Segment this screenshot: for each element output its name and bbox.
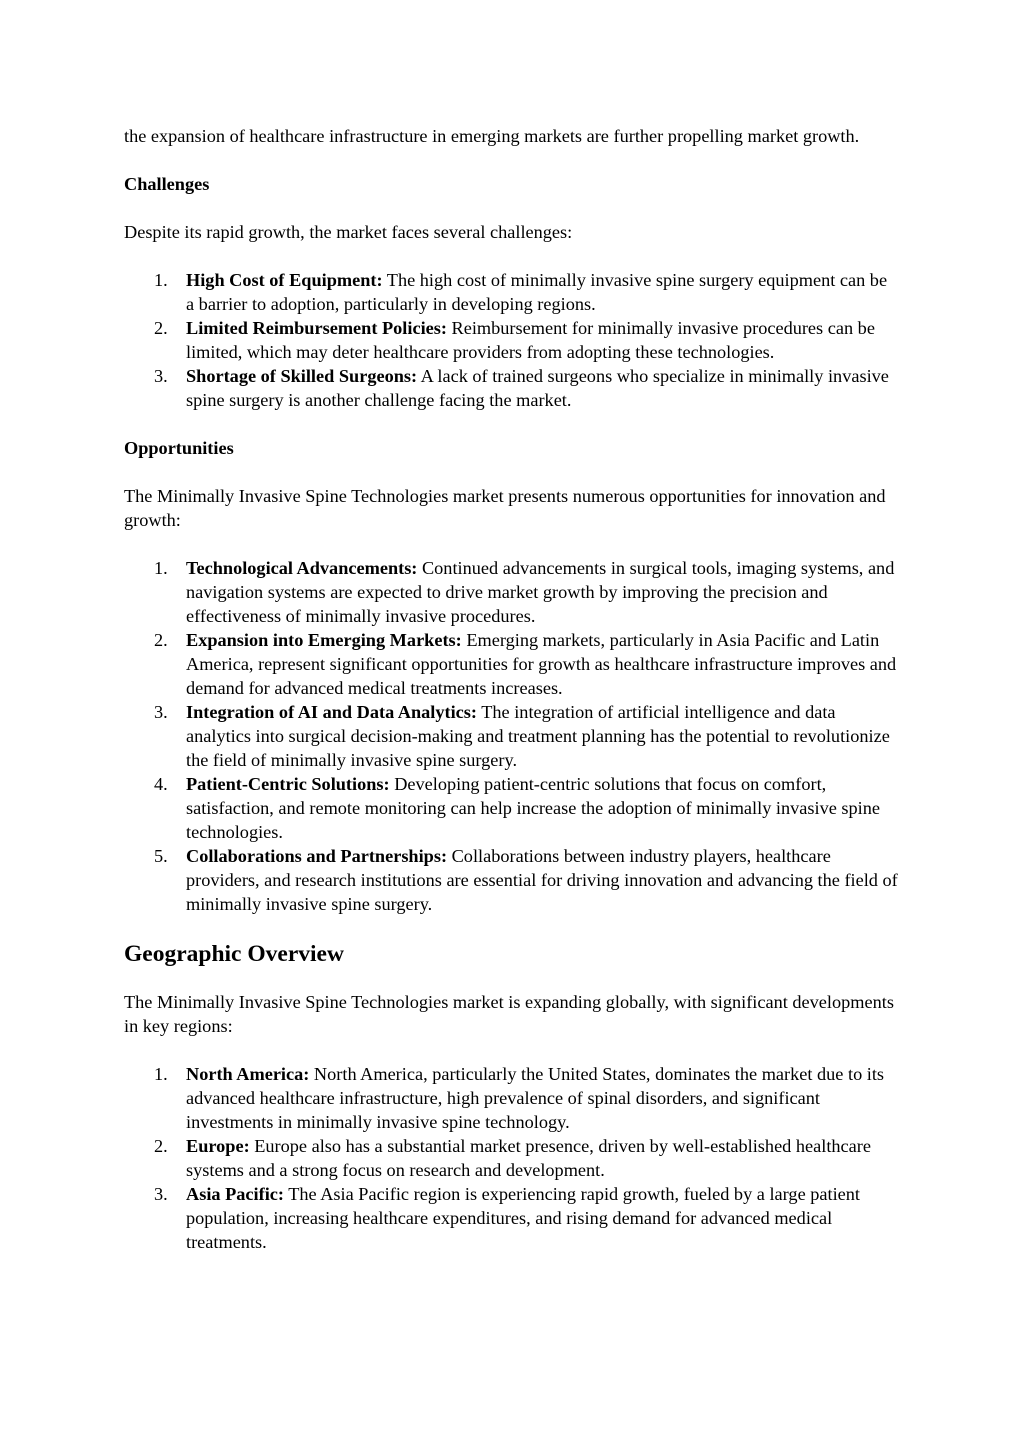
list-text: The Asia Pacific region is experiencing rapid growth, fueled by a large patient population, increasing healthcare expenditures, and rising demand for advanced medical treatments. <box>186 1184 860 1252</box>
geographic-lead: The Minimally Invasive Spine Technologies market is expanding globally, with significant developments in key regions: <box>124 992 894 1036</box>
list-item <box>124 364 899 412</box>
list-text: Emerging markets, particularly in Asia Pacific and Latin America, represent significant opportunities for growth as healthcare infrastructure improves and demand for advanced medical treatments increases. <box>186 630 897 698</box>
list-item <box>124 700 899 772</box>
list-number: 3. <box>154 366 168 386</box>
list-item <box>124 316 899 364</box>
list-term: Limited Reimbursement Policies: <box>186 318 447 338</box>
list-item <box>124 1134 899 1182</box>
list-term: North America: <box>186 1064 310 1084</box>
list-text: Collaborations between industry players, healthcare providers, and research institutions are essential for driving innovation and advancing the field of minimally invasive spine surgery. <box>186 846 898 914</box>
list-text: The high cost of minimally invasive spine surgery equipment can be a barrier to adoption, particularly in developing regions. <box>186 270 888 314</box>
list-number: 3. <box>154 702 168 722</box>
list-text: North America, particularly the United States, dominates the market due to its advanced healthcare infrastructure, high prevalence of spinal disorders, and significant investments in minimally invasive spine technology. <box>186 1064 885 1132</box>
document-page <box>124 124 899 1278</box>
list-term: High Cost of Equipment: <box>186 270 383 290</box>
list-number: 4. <box>154 774 168 794</box>
list-item <box>124 556 899 628</box>
list-term: Europe: <box>186 1136 250 1156</box>
list-text: Europe also has a substantial market presence, driven by well-established healthcare systems and a strong focus on research and development. <box>186 1136 871 1180</box>
opportunities-list <box>124 556 899 916</box>
list-term: Patient-Centric Solutions: <box>186 774 390 794</box>
geographic-list <box>124 1062 899 1254</box>
geographic-overview-heading: Geographic Overview <box>124 941 344 967</box>
challenges-heading: Challenges <box>124 174 210 194</box>
list-term: Expansion into Emerging Markets: <box>186 630 462 650</box>
opportunities-heading: Opportunities <box>124 438 234 458</box>
list-item <box>124 772 899 844</box>
list-term: Technological Advancements: <box>186 558 418 578</box>
list-item <box>124 844 899 916</box>
list-item <box>124 268 899 316</box>
list-number: 1. <box>154 558 168 578</box>
list-item <box>124 1062 899 1134</box>
challenges-lead: Despite its rapid growth, the market faces several challenges: <box>124 222 573 242</box>
list-number: 2. <box>154 1136 168 1156</box>
list-term: Asia Pacific: <box>186 1184 284 1204</box>
list-item <box>124 1182 899 1254</box>
list-number: 1. <box>154 270 168 290</box>
list-number: 2. <box>154 630 168 650</box>
opportunities-lead: The Minimally Invasive Spine Technologies market presents numerous opportunities for innovation and growth: <box>124 486 886 530</box>
list-number: 1. <box>154 1064 168 1084</box>
challenges-list <box>124 268 899 412</box>
list-number: 5. <box>154 846 168 866</box>
list-item <box>124 628 899 700</box>
list-term: Collaborations and Partnerships: <box>186 846 448 866</box>
list-text: Developing patient-centric solutions that focus on comfort, satisfaction, and remote monitoring can help increase the adoption of minimally invasive spine technologies. <box>186 774 880 842</box>
intro-paragraph: the expansion of healthcare infrastructure in emerging markets are further propelling market growth. <box>124 126 860 146</box>
list-text: A lack of trained surgeons who specialize in minimally invasive spine surgery is another challenge facing the market. <box>186 366 889 410</box>
list-text: Reimbursement for minimally invasive procedures can be limited, which may deter healthcare providers from adopting these technologies. <box>186 318 875 362</box>
list-number: 2. <box>154 318 168 338</box>
list-term: Shortage of Skilled Surgeons: <box>186 366 418 386</box>
list-number: 3. <box>154 1184 168 1204</box>
list-text: The integration of artificial intelligence and data analytics into surgical decision-making and treatment planning has the potential to revolutionize the field of minimally invasive spine surgery. <box>186 702 890 770</box>
list-term: Integration of AI and Data Analytics: <box>186 702 477 722</box>
list-text: Continued advancements in surgical tools, imaging systems, and navigation systems are expected to drive market growth by improving the precision and effectiveness of minimally invasive procedures. <box>186 558 895 626</box>
